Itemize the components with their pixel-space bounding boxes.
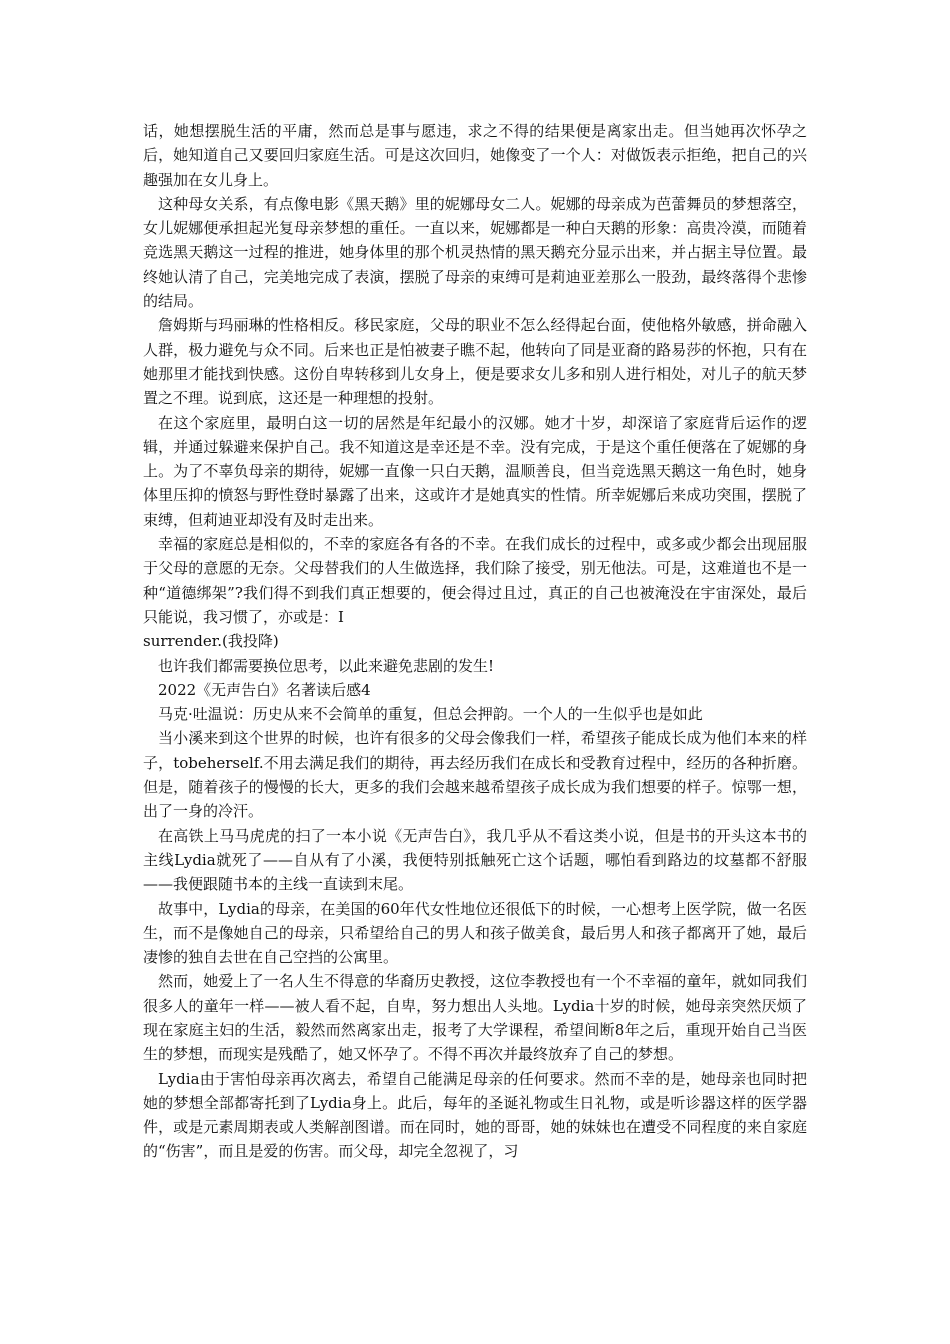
paragraph-11: 在高铁上马马虎虎的扫了一本小说《无声告白》，我几乎从不看这类小说，但是书的开头这本书的主线Lydia就死了——自从有了小溪，我便特别抵触死亡这个话题，哪怕看到路边的坟墓都不舒服——我便跟随书本的主线一直读到末尾。 bbox=[143, 826, 807, 894]
paragraph-14: Lydia由于害怕母亲再次离去，希望自己能满足母亲的任何要求。然而不幸的是，她母亲也同时把她的梦想全部都寄托到了Lydia身上。此后，每年的圣诞礼物或生日礼物，或是听诊器这样的医学器件，或是元素周期表或人类解剖图谱。而在同时，她的哥哥，她的妹妹也在遭受不同程度的来自家庭的“伤害”，而且是爱的伤害。而父母，却完全忽视了，习 bbox=[143, 1069, 807, 1161]
document-page bbox=[143, 119, 807, 1164]
section-heading: 2022《无声告白》名著读后感4 bbox=[158, 680, 371, 699]
paragraph-4: 在这个家庭里，最明白这一切的居然是年纪最小的汉娜。她才十岁，却深谙了家庭背后运作的逻辑，并通过躲避来保护自己。我不知道这是幸还是不幸。没有完成，于是这个重任便落在了妮娜的身上。为了不辜负母亲的期待，妮娜一直像一只白天鹅，温顺善良，但当竞选黑天鹅这一角色时，她身体里压抑的愤怒与野性登时暴露了出来，这或许才是她真实的性情。所幸妮娜后来成功突围，摆脱了束缚，但莉迪亚却没有及时走出来。 bbox=[143, 413, 807, 529]
paragraph-13: 然而，她爱上了一名人生不得意的华裔历史教授，这位李教授也有一个不幸福的童年，就如同我们很多人的童年一样——被人看不起，自卑，努力想出人头地。Lydia十岁的时候，她母亲突然厌烦了现在家庭主妇的生活，毅然而然离家出走，报考了大学课程，希望间断8年之后，重现开始自己当医生的梦想，而现实是残酷了，她又怀孕了。不得不再次并最终放弃了自己的梦想。 bbox=[143, 972, 807, 1064]
paragraph-5: 幸福的家庭总是相似的，不幸的家庭各有各的不幸。在我们成长的过程中，或多或少都会出现屈服于父母的意愿的无奈。父母替我们的人生做选择，我们除了接受，别无他法。可是，这难道也不是一种“道德绑架”?我们得不到我们真正想要的，便会得过且过，真正的自己也被淹没在宇宙深处，最后只能说，我习惯了，亦或是：I bbox=[143, 535, 807, 626]
paragraph-2: 这种母女关系，有点像电影《黑天鹅》里的妮娜母女二人。妮娜的母亲成为芭蕾舞员的梦想落空，女儿妮娜便承担起光复母亲梦想的重任。一直以来，妮娜都是一种白天鹅的形象：高贵冷漠，而随着竞选黑天鹅这一过程的推进，她身体里的那个机灵热情的黑天鹅充分显示出来，并占据主导位置。最终她认清了自己，完美地完成了表演，摆脱了母亲的束缚可是莉迪亚差那么一股劲，最终落得个悲惨的结局。 bbox=[143, 194, 807, 311]
paragraph-quote: 马克·吐温说：历史从来不会简单的重复，但总会押韵。一个人的一生似乎也是如此 bbox=[158, 705, 703, 724]
paragraph-1: 话，她想摆脱生活的平庸，然而总是事与愿违，求之不得的结果便是离家出走。但当她再次怀孕之后，她知道自己又要回归家庭生活。可是这次回归，她像变了一个人：对做饭表示拒绝，把自己的兴趣强加在女儿身上。 bbox=[143, 122, 807, 189]
paragraph-3: 詹姆斯与玛丽琳的性格相反。移民家庭，父母的职业不怎么经得起台面，使他格外敏感，拼命融入人群，极力避免与众不同。后来也正是怕被妻子瞧不起，他转向了同是亚裔的路易莎的怀抱，只有在她那里才能找到快感。这份自卑转移到儿女身上，便是要求女儿多和别人进行相处，对儿子的航天梦置之不理。说到底，这还是一种理想的投射。 bbox=[143, 316, 807, 408]
paragraph-7: 也许我们都需要换位思考，以此来避免悲剧的发生! bbox=[158, 656, 495, 675]
paragraph-10: 当小溪来到这个世界的时候，也许有很多的父母会像我们一样，希望孩子能成长成为他们本来的样子，tobeherself.不用去满足我们的期待，再去经历我们在成长和受教育过程中，经历的各种折磨。但是，随着孩子的慢慢的长大，更多的我们会越来越希望孩子成长成为我们想要的样子。惊鄂一想，出了一身的冷汗。 bbox=[143, 729, 807, 821]
paragraph-12: 故事中，Lydia的母亲，在美国的60年代女性地位还很低下的时候，一心想考上医学院，做一名医生，而不是像她自己的母亲，只希望给自己的男人和孩子做美食，最后男人和孩子都离开了她，最后凄惨的独自去世在自己空挡的公寓里。 bbox=[143, 899, 807, 967]
paragraph-6: surrender.(我投降) bbox=[143, 632, 279, 651]
